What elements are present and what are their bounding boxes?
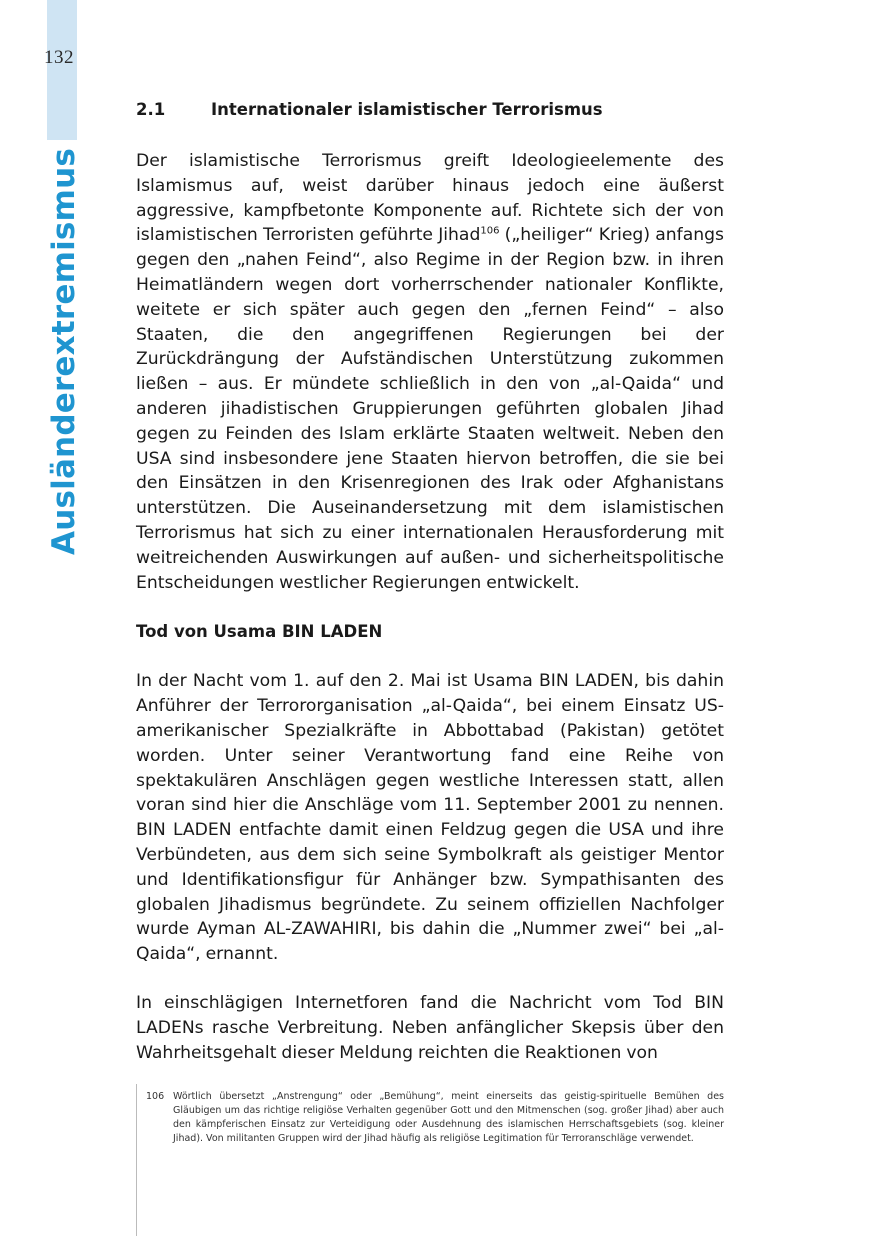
page-number: 132: [44, 47, 74, 68]
body-paragraph: In der Nacht vom 1. auf den 2. Mai ist Usama BIN LADEN, bis dahin Anführer der Terrororganisation „al-Qaida“, bei einem Einsatz US-amerikanischer Spezialkräfte in Abbottabad (Pakistan) getötet worden. Unter seiner Verantwortung fand eine Reihe von spektakulären Anschlägen gegen westliche Interessen statt, allen voran sind hier die Anschläge vom 11. September 2001 zu nennen. BIN LADEN entfachte damit einen Feldzug gegen die USA und ihre Verbündeten, aus dem sich seine Symbolkraft als geistiger Mentor und Identifikationsfigur für Anhänger bzw. Sympathisanten des globalen Jihadismus begründete. Zu seinem offiziellen Nachfolger wurde Ayman AL-ZAWAHIRI, bis dahin die „Nummer zwei“ bei „al-Qaida“, ernannt.: [136, 671, 724, 965]
side-color-band: [47, 0, 77, 140]
body-paragraph: In einschlägigen Internetforen fand die Nachricht vom Tod BIN LADENs rasche Verbreitung. Neben anfänglicher Skepsis über den Wahrheitsgehalt dieser Meldung reichten die Reaktionen von: [136, 992, 724, 1063]
intro-text-after-note: („heiliger“ Krieg) anfangs gegen den „nahen Feind“, also Regime in der Region bzw. in ihren Heimatländern wegen dort vorherrschender nationaler Konflikte, weitete er sich später auch gegen den „fernen Feind“ – also Staaten, die den angegriffenen Regierungen bei der Zurückdrängung der Aufständischen Unterstützung zukommen ließen – aus. Er mündete schließlich in den von „al-Qaida“ und anderen jihadistischen Gruppierungen geführten globalen Jihad gegen zu Feinden des Islam erklärte Staaten weltweit. Neben den USA sind insbesondere jene Staaten hiervon betroffen, die sie bei den Einsätzen in den Krisenregionen des Irak oder Afghanistans unterstützen. Die Auseinandersetzung mit dem islamistischen Terrorismus hat sich zu einer internationalen Herausforderung mit weitreichenden Auswirkungen auf außen- und sicherheitspolitische Entscheidungen westlicher Regierungen entwickelt.: [136, 225, 724, 593]
main-content: [136, 100, 724, 1065]
side-chapter-title: Ausländerextremismus: [46, 148, 82, 555]
intro-text-before-note: Der islamistische Terrorismus greift Ideologieelemente des Islamismus auf, weist darüber hinaus jedoch eine äußerst aggressive, kampfbetonte Komponente auf. Richtete sich der von islamistischen Terroristen geführte Jihad: [136, 151, 724, 246]
subsection-heading: Tod von Usama BIN LADEN: [136, 622, 383, 642]
side-title-container: [42, 148, 86, 555]
section-heading: [136, 100, 724, 119]
footnote: [146, 1090, 724, 1146]
footnote-number: 106: [146, 1091, 165, 1102]
footnote-divider: [136, 1084, 137, 1236]
footnote-text: Wörtlich übersetzt „Anstrengung“ oder „Bemühung“, meint einerseits das geistig-spirituelle Bemühen des Gläubigen um das richtige religiöse Verhalten gegenüber Gott und den Mitmenschen (sog. großer Jihad) aber auch den kämpferischen Einsatz zur Verteidigung oder Ausdehnung des islamischen Herrschaftsgebiets (sog. kleiner Jihad). Von militanten Gruppen wird der Jihad häufig als religiöse Legitimation für Terroranschläge verwendet.: [173, 1091, 724, 1144]
section-title: Internationaler islamistischer Terrorismus: [211, 100, 603, 119]
section-number: 2.1: [136, 100, 166, 119]
intro-paragraph: [136, 149, 724, 595]
footnote-reference[interactable]: 106: [480, 225, 500, 237]
